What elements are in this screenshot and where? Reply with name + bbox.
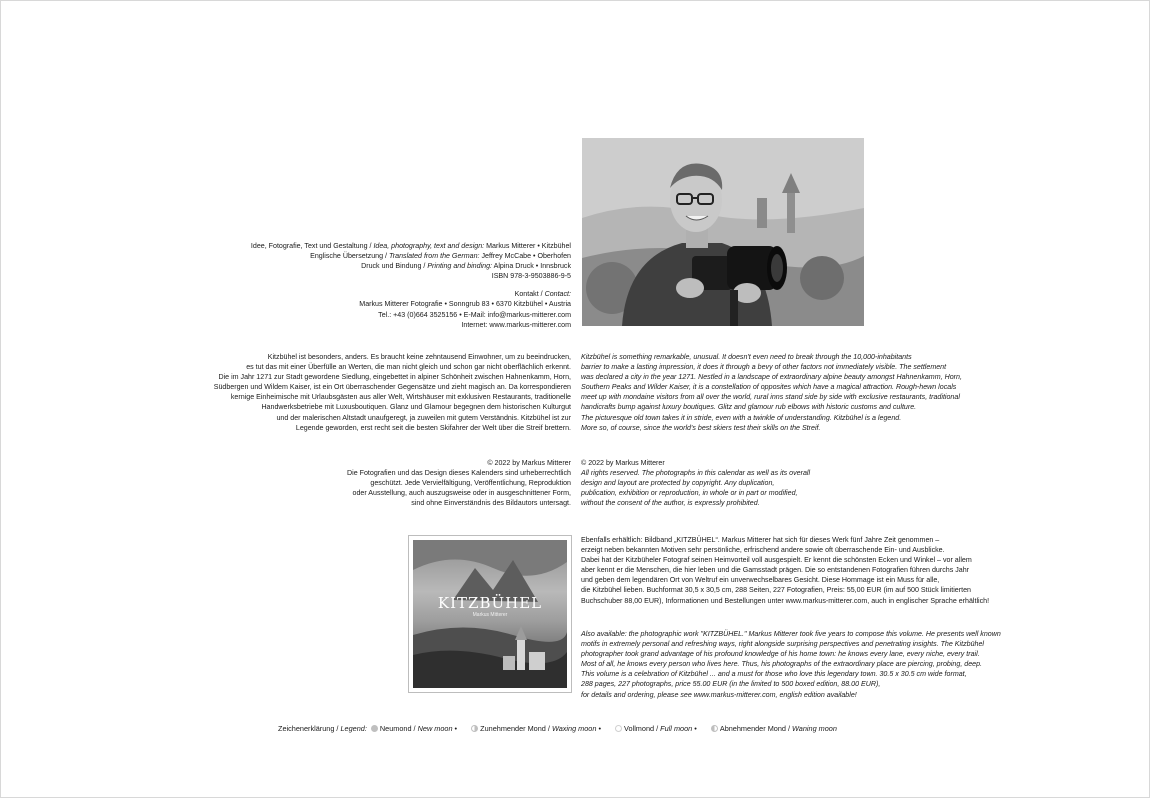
- copyright-english: © 2022 by Markus Mitterer All rights reserved. The photographs in this calendar as well as its overall design and layout are protected by copyright. Any duplication, publication, exhibition or reproduction, in whole or in part or modified, without the consent of the author, is expressly prohibited.: [581, 459, 811, 508]
- legend-label: Zeichenerklärung / Legend:: [278, 724, 367, 733]
- book-cover-image: [413, 540, 567, 688]
- book-cover-title: KITZBÜHEL: [437, 594, 543, 612]
- book-description-german: Ebenfalls erhältlich: Bildband „KITZBÜHEL“. Markus Mitterer hat sich für dieses Werk fünf Jahre Zeit genommen – erzeigt neben bekannten Motiven sehr persönliche, erfrischend andere sowie oft überraschende Ein- und Ausblicke. Dabei hat der Kitzbüheler Fotograf seinen Heimvorteil voll ausgespielt. Er kennt die schönsten Ecken und Winkel – vor allem aber kennt er die Menschen, die hier leben und die Gamsstadt prägen. Die so entstandenen Fotografien führen durchs Jahr und geben dem legendären Ort von Weltruf ein unverwechselbares Gesicht. Diese Hommage ist ein Muss für alle, die Kitzbühel lieben. Buchformat 30,5 x 30,5 cm, 288 Seiten, 227 Fotografien, Preis: 55,00 EUR (im auf 500 Stück limitierten Buchschuber 88,00 EUR), Informationen und Bestellungen unter www.markus-mitterer.com, auch in englischer Sprache erhältlich!: [581, 536, 990, 605]
- intro-german: Kitzbühel ist besonders, anders. Es braucht keine zehntausend Einwohner, um zu beeindrucken, es tut das mit einer Überfülle an Werten, die man nicht gleich und schon gar nicht oberflächlich erkennt. Die im Jahr 1271 zur Stadt gewordene Siedlung, eingebettet in alpiner Schönheit zwischen Hahnenkamm, Horn, Südbergen und Wildem Kaiser, ist ein Ort überraschender Gegensätze und zieht magisch an. Da korrespondieren kernige Einheimische mit Urlaubsgästen aus aller Welt, Wirtshäuser mit exklusiven Restaurants, traditionelle Handwerksbetriebe mit Luxusboutiquen. Glanz und Glamour begegnen dem historischen Kulturgut und der malerischen Altstadt unaufgeregt, ja zuweilen mit gutem Verständnis. Kitzbühel ist zur Legende geworden, erst recht seit die besten Skifahrer der Welt über die Streif brettern.: [213, 353, 571, 432]
- book-description-english: Also available: the photographic work "KITZBÜHEL." Markus Mitterer took five years to compose this volume. He presents well known motifs in extremely personal and refreshing ways, right alongside surprising perspectives and penetrating insights. The Kitzbühel photographer took grand advantage of his profound knowledge of his home town: he knows every lane, every niche, every trail. Most of all, he knows every person who lives here. Thus, his photographs of the extraordinary place are piercing, probing, deep. This volume is a celebration of Kitzbühel ... and a must for those who love this legendary town. 30.5 x 30.5 cm wide format, 288 pages, 227 photographs, price 55.00 EUR (in the limited to 500 boxed edition, 88.00 EUR), for details and ordering, please see www.markus-mitterer.com, english edition available!: [581, 630, 1001, 699]
- imprint-line: Englische Übersetzung / Translated from the German: Jeffrey McCabe • Oberhofen: [310, 252, 571, 261]
- contact-address: Markus Mitterer Fotografie • Sonngrub 83 • 6370 Kitzbühel • Austria: [359, 300, 571, 309]
- waning-moon-icon: [711, 725, 718, 732]
- contact-website[interactable]: Internet: www.markus-mitterer.com: [461, 320, 571, 329]
- copyright-german: © 2022 by Markus Mitterer Die Fotografien und das Design dieses Kalenders sind urheberrechtlich geschützt. Jede Vervielfältigung, Veröffentlichung, Reproduktion oder Ausstellung, auch auszugsweise oder in ausgeschnittener Form, sind ohne Einverständnis des Bildautors untersagt.: [347, 459, 571, 508]
- intro-english: Kitzbühel is something remarkable, unusual. It doesn't even need to break through the 10,000-inhabitants barrier to make a lasting impression, it does it through a bevy of other factors not immediately visible. The settlement was declared a city in the year 1271. Nestled in a landscape of extraordinary alpine beauty amongst Hahnenkamm, Horn, Southern Peaks and Wilder Kaiser, it is a constellation of opposites which have a magical attraction. Rough-hewn locals meet up with mondaine visitors from all over the world, rural inns stand side by side with exclusive restaurants, traditional handicrafts bump against luxury boutiques. Glitz and glamour rub elbows with historic customs and culture. The picturesque old town takes it in stride, even with a twinkle of understanding. Kitzbühel is a legend. More so, of course, since the world's best skiers test their skills on the Streif.: [581, 353, 962, 432]
- legend-full-moon: Vollmond / Full moon •: [613, 724, 697, 733]
- imprint: [251, 241, 571, 330]
- book-cover-thumbnail: [408, 535, 572, 693]
- contact-phone-email[interactable]: Tel.: +43 (0)664 3525156 • E-Mail: info@markus-mitterer.com: [378, 310, 571, 319]
- legend-waxing-moon: Zunehmender Mond / Waxing moon •: [469, 724, 601, 733]
- legend-waning-moon: Abnehmender Mond / Waning moon: [709, 724, 837, 733]
- moon-legend: [278, 724, 847, 733]
- full-moon-icon: [615, 725, 622, 732]
- new-moon-icon: [371, 725, 378, 732]
- isbn: ISBN 978-3-9503886-9-5: [491, 272, 571, 281]
- imprint-line: Idee, Fotografie, Text und Gestaltung / Idea, photography, text and design: Markus Mitterer • Kitzbühel: [250, 242, 571, 250]
- photographer-portrait: [582, 138, 864, 326]
- legend-new-moon: Neumond / New moon •: [369, 724, 457, 733]
- waxing-moon-icon: [471, 725, 478, 732]
- contact-heading: Kontakt / Contact:: [514, 290, 571, 299]
- book-cover-author: Markus Mitterer: [472, 612, 508, 618]
- imprint-line: Druck und Bindung / Printing and binding: Alpina Druck • Innsbruck: [361, 262, 571, 271]
